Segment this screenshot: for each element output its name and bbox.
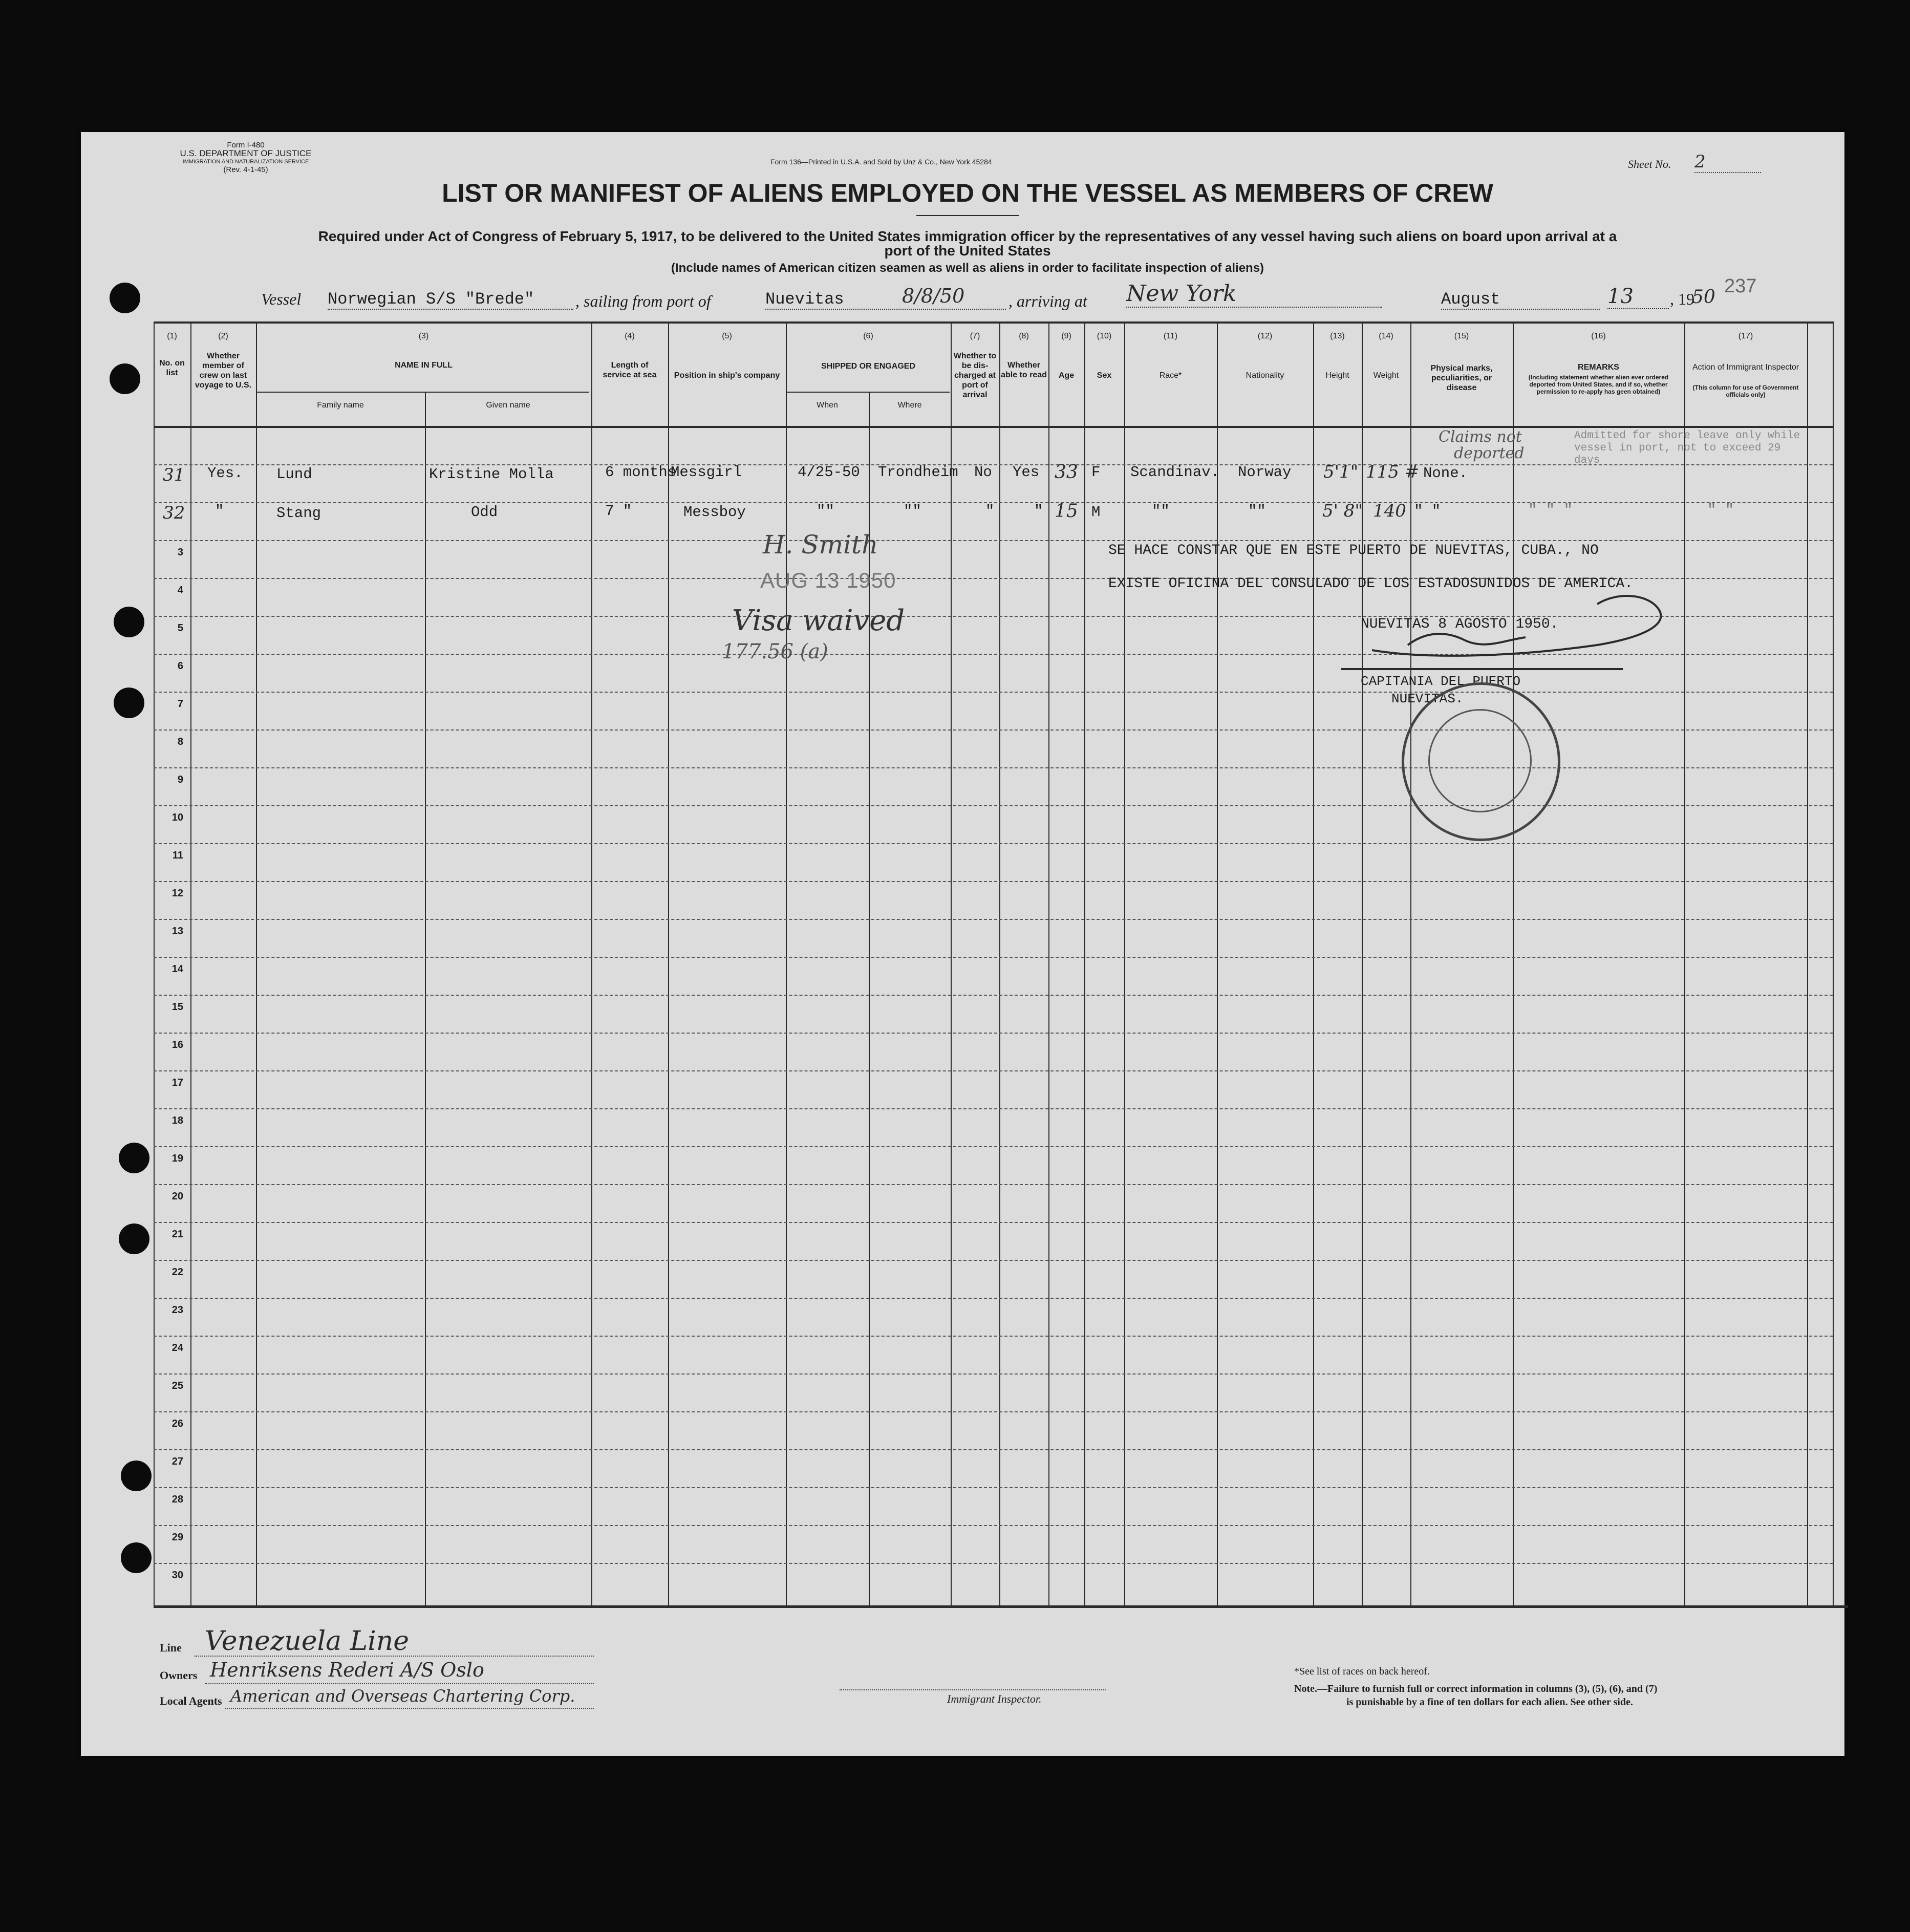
col17-number: (17) [1738,332,1753,340]
nationality: Norway [1238,464,1292,481]
inspector-label: Immigrant Inspector. [947,1692,1042,1705]
col6-header: SHIPPED OR ENGAGED [821,362,916,371]
row-number: 20 [171,1191,183,1202]
col12-number: (12) [1257,332,1273,340]
row-number: 6 [177,660,183,672]
row-number: 24 [171,1342,183,1354]
line-value: Venezuela Line [205,1626,410,1657]
col-rule [154,321,155,1605]
col7-number: (7) [970,332,980,340]
form-id: Form I-480 [227,141,265,149]
col-rule [1124,321,1125,1605]
col16-header: REMARKS [1578,363,1619,372]
penalty-note-line2: is punishable by a fine of ten dollars for each alien. See other side. [1346,1697,1633,1708]
visa-reference: 177.56 (a) [722,640,828,663]
name-subhead-rule [256,392,589,393]
col16-subheader: (Including statement whether alien ever ordered deported from United States, and if so, whether permission to re-apply has geen obtained) [1528,374,1669,395]
prior-voyage: " [215,503,224,520]
table-bottom-rule [154,1605,1848,1608]
shipped-where-header: Where [897,401,922,410]
col-rule [256,321,257,1605]
age: 15 [1055,501,1078,522]
seal-inner-ring [1428,709,1532,812]
col4-header: Length of service at sea [603,361,657,379]
row-rule [154,957,1833,958]
owners-value: Henriksens Rederi A/S Oslo [210,1659,484,1681]
row-number: 10 [171,812,183,823]
col2-number: (2) [218,332,228,340]
col11-number: (11) [1163,332,1178,340]
form-id-block [154,141,338,174]
row-rule [154,1222,1833,1223]
col3-number: (3) [418,332,429,340]
row-rule [154,1373,1833,1375]
col14-header: Weight [1373,371,1399,380]
row-rule [154,540,1833,541]
col8-number: (8) [1019,332,1029,340]
punch-hole [119,1223,149,1254]
height: 5' 8" [1322,501,1363,521]
row-number: 32 [163,503,185,523]
claims-note: deported [1454,444,1525,462]
punch-hole [121,1461,152,1491]
row-number: 25 [171,1380,183,1391]
col-rule [786,321,787,1605]
agents-label: Local Agents [160,1694,222,1707]
sailing-date: 8/8/50 [902,285,965,307]
remarks: Admitted for shore leave only while vessel in port, not to exceed 29 days [1574,430,1800,466]
row-rule [154,729,1833,731]
row-number: 31 [163,465,185,485]
physical-marks: None. [1423,465,1468,482]
weight: 140 [1373,501,1406,521]
row-number: 14 [171,963,183,975]
port-authority-line1: CAPITANIA DEL PUERTO [1361,674,1521,689]
table-header-rule [154,426,1833,428]
row-rule [154,1146,1833,1147]
punch-hole [121,1542,152,1573]
row-number: 7 [177,698,183,710]
service-length: 7 " [605,503,632,520]
row-rule [154,995,1833,996]
row-rule [154,1033,1833,1034]
punch-hole [110,363,140,394]
col9-header: Age [1058,371,1075,380]
age: 33 [1055,462,1078,483]
sex: F [1091,464,1101,481]
title-underline [916,215,1019,216]
row-number: 22 [171,1266,183,1278]
row-number: 23 [171,1304,183,1316]
dept-name: U.S. DEPARTMENT OF JUSTICE [180,148,312,158]
given-name: Odd [471,504,498,521]
col-rule [1807,321,1808,1605]
vessel-label: Vessel [261,290,302,308]
family-name: Stang [276,505,321,522]
row-number: 17 [171,1077,183,1088]
consul-signature-flourish [1331,589,1669,681]
row-rule [154,805,1833,806]
port-authority-line2: NUEVITAS. [1391,691,1464,706]
col13-number: (13) [1330,332,1345,340]
shipped-where: "" [904,503,921,520]
col16-number: (16) [1591,332,1606,340]
sheet-label: Sheet No. [1628,158,1671,170]
col9-number: (9) [1061,332,1071,340]
col6-number: (6) [863,332,873,340]
col17-header: Action of Immigrant Inspector [1692,363,1799,372]
col-rule [1833,321,1834,1605]
col1-number: (1) [167,332,177,340]
col-rule [951,321,952,1605]
col-rule [1084,321,1085,1605]
row-rule [154,1487,1833,1488]
col-rule [1513,321,1514,1605]
line-label: Line [160,1641,182,1654]
col12-header: Nationality [1246,371,1284,380]
row-number: 21 [171,1229,183,1240]
row-number: 3 [177,547,183,558]
arrival-date-stamp: AUG 13 1950 [760,568,896,592]
weight: 115 # [1366,462,1420,482]
arriving-label: , arriving at [1008,292,1087,310]
row-number: 15 [171,1001,183,1013]
row-rule [154,1449,1833,1450]
col5-number: (5) [722,332,732,340]
page-title: LIST OR MANIFEST OF ALIENS EMPLOYED ON THE VESSEL AS MEMBERS OF CREW [442,179,1493,207]
row-number: 19 [171,1153,183,1164]
col5-header: Position in ship's company [674,371,780,380]
agents-value: American and Overseas Chartering Corp. [230,1686,575,1706]
owners-label: Owners [160,1669,198,1682]
col-rule [668,321,669,1605]
consular-statement-line1: SE HACE CONSTAR QUE EN ESTE PUERTO DE NUEVITAS, CUBA., NO [1108,543,1599,559]
service-name: IMMIGRATION AND NATURALIZATION SERVICE [182,159,309,165]
penalty-note-line1: Note.—Failure to furnish full or correct information in columns (3), (5), (6), and (7) [1294,1683,1658,1694]
row-rule [154,1070,1833,1071]
position: Messgirl [671,464,742,481]
sheet-number: 2 [1694,152,1761,173]
row-rule [154,919,1833,920]
subtitle-line-3: (Include names of American citizen seamen as well as aliens in order to facilitate inspection of aliens) [671,261,1264,275]
row-number: 5 [177,622,183,634]
race: "" [1152,503,1170,520]
sailing-label: , sailing from port of [575,292,711,310]
row-rule [154,1260,1833,1261]
service-length: 6 months [605,464,677,481]
vessel-name: Norwegian S/S "Brede" [328,290,573,310]
inspector-action: " " [1707,502,1734,519]
able-to-read: " [1034,503,1043,520]
subtitle-line-2: port of the United States [884,243,1051,259]
consular-date: NUEVITAS 8 AGOSTO 1950. [1361,616,1559,632]
col7-header: Whether to be dis-charged at port of arrival [953,352,997,399]
row-number: 29 [171,1532,183,1543]
arrival-day: 13 [1607,285,1669,309]
row-number: 27 [171,1456,183,1467]
col17-subheader: (This column for use of Government officials only) [1692,384,1799,398]
agents-rule [225,1708,594,1709]
col15-header: Physical marks, peculiarities, or disease [1430,364,1493,392]
row-rule [154,843,1833,844]
col-rule [1313,321,1314,1605]
arrival-year: 50 [1692,287,1715,308]
revision: (Rev. 4-1-45) [223,165,268,174]
col-rule [425,392,426,1605]
owners-rule [205,1683,594,1684]
line-rule [195,1656,594,1657]
row-rule [154,1411,1833,1412]
row-rule [154,881,1833,882]
position: Messboy [683,504,746,521]
row-number: 12 [171,888,183,899]
inspector-signature: H. Smith [763,530,878,560]
physical-marks: " " [1414,503,1441,520]
col15-number: (15) [1454,332,1469,340]
table-top-rule [154,321,1833,324]
prior-voyage: Yes. [207,465,243,482]
punch-hole [114,688,144,718]
row-rule [154,1525,1833,1526]
page-stamp: 237 [1724,275,1757,297]
consular-statement-line2: EXISTE OFICINA DEL CONSULADO DE LOS ESTADOSUNIDOS DE AMERICA. [1108,576,1633,592]
shipped-when: "" [817,503,834,520]
row-number: 28 [171,1494,183,1505]
year-prefix: , 19 [1670,290,1694,308]
arrival-month: August [1441,290,1600,310]
row-number: 8 [177,736,183,747]
col10-number: (10) [1097,332,1112,340]
row-rule [154,1563,1833,1564]
col10-header: Sex [1097,371,1112,380]
col-rule [190,321,191,1605]
row-rule [154,692,1833,693]
col11-header: Race* [1159,371,1182,380]
row-rule [154,767,1833,768]
subtitle-line-1: Required under Act of Congress of February 5, 1917, to be delivered to the United States immigration officer by the representatives of any vessel having such aliens on board upon arrival at a [318,228,1617,244]
col-rule [999,321,1000,1605]
row-rule [154,1184,1833,1185]
nationality: "" [1248,503,1266,520]
row-number: 16 [171,1039,183,1050]
shipped-subhead-rule [786,392,950,393]
discharged: No [974,464,992,481]
row-rule [154,1336,1833,1337]
remarks: " " " [1528,502,1573,519]
punch-hole [114,607,144,637]
inspector-rule [840,1689,1106,1690]
col-rule [1410,321,1411,1605]
col-rule [1217,321,1218,1605]
printer-line: Form 136—Printed in U.S.A. and Sold by Unz & Co., New York 45284 [770,158,992,166]
col-rule [1048,321,1049,1605]
height: 5'1" [1323,462,1359,482]
row-number: 11 [172,850,183,861]
shipped-when-header: When [817,401,838,410]
discharged: " [985,503,995,520]
col-rule [1684,321,1685,1605]
row-number: 30 [171,1570,183,1581]
col8-header: Whether able to read [1001,361,1047,379]
race: Scandinav. [1130,464,1220,481]
shipped-when: 4/25-50 [798,464,860,481]
arriving-port: New York [1126,281,1382,308]
given-name-header: Given name [486,401,530,410]
punch-hole [110,283,140,313]
shipped-where: Trondheim [878,464,958,481]
row-number: 4 [177,585,183,596]
col-rule [591,321,592,1605]
row-rule [154,1298,1833,1299]
sex: M [1091,504,1101,521]
col14-number: (14) [1379,332,1393,340]
visa-waived-note: Visa waived [732,604,905,637]
family-name-header: Family name [317,401,364,410]
row-number: 13 [171,926,183,937]
sailing-port: Nuevitas [765,290,1006,310]
col1-header: No. on list [159,359,185,377]
row-rule [154,1108,1833,1109]
col13-header: Height [1325,371,1349,380]
col3-header: NAME IN FULL [395,361,453,370]
claims-note: Claims not [1439,428,1522,446]
given-name: Kristine Molla [429,466,554,483]
family-name: Lund [276,466,312,483]
row-number: 18 [171,1115,183,1126]
row-number: 26 [171,1418,183,1429]
col2-header: Whether member of crew on last voyage to U.S. [195,352,252,390]
row-number: 9 [177,774,183,785]
punch-hole [119,1143,149,1173]
races-note: *See list of races on back hereof. [1294,1666,1430,1677]
col4-number: (4) [625,332,635,340]
able-to-read: Yes [1013,464,1040,481]
